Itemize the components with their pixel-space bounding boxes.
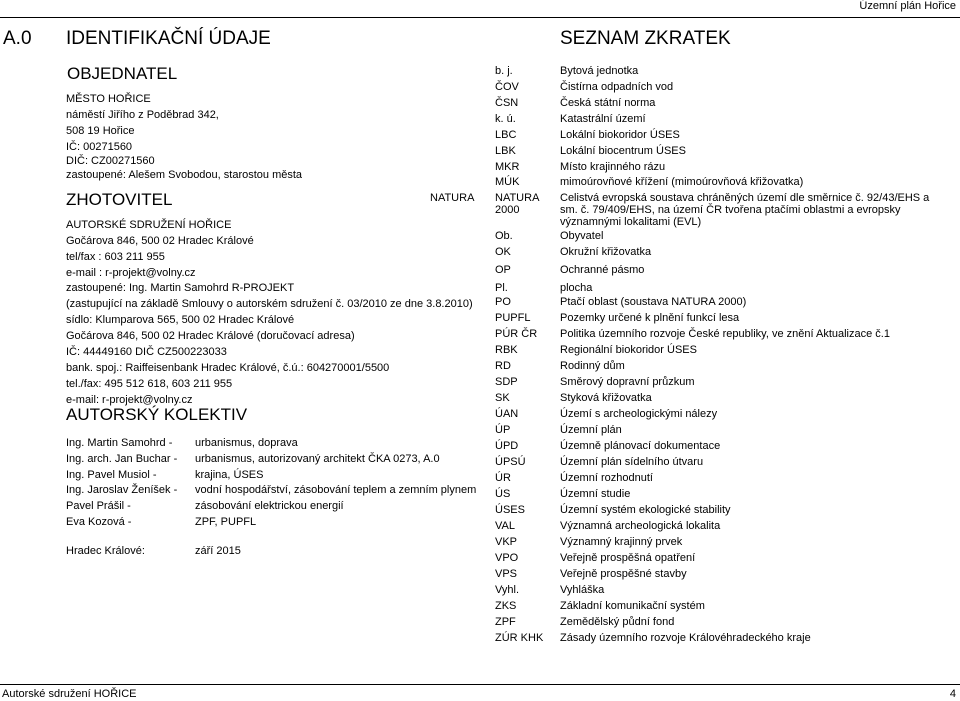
- contractor-line: sídlo: Klumparova 565, 500 02 Hradec Králové: [66, 314, 295, 326]
- abbreviation-code: VAL: [495, 520, 515, 532]
- abbreviation-description: plocha: [560, 282, 593, 294]
- abbreviation-code: Pl.: [495, 282, 508, 294]
- abbreviation-description: Ptačí oblast (soustava NATURA 2000): [560, 296, 747, 308]
- contractor-heading: ZHOTOVITEL: [66, 190, 173, 209]
- abbreviation-description: Směrový dopravní průzkum: [560, 376, 695, 388]
- abbreviation-code: PUPFL: [495, 312, 531, 324]
- abbreviation-code: VPS: [495, 568, 518, 580]
- abbreviation-code: ZPF: [495, 616, 516, 628]
- section-title: IDENTIFIKAČNÍ ÚDAJE: [66, 28, 271, 49]
- abbreviation-description: mimoúrovňové křížení (mimoúrovňová křižovatka): [560, 176, 804, 188]
- abbreviation-code: Ob.: [495, 230, 513, 242]
- abbreviation-description: Místo krajinného rázu: [560, 161, 666, 173]
- abbreviations-title: SEZNAM ZKRATEK: [560, 28, 731, 49]
- client-line: IČ: 00271560: [66, 141, 133, 153]
- client-line: MĚSTO HOŘICE: [66, 93, 151, 105]
- abbreviation-code: Vyhl.: [495, 584, 520, 596]
- abbreviation-code: PO: [495, 296, 511, 308]
- abbreviation-code: SK: [495, 392, 510, 404]
- team-member-name: Ing. arch. Jan Buchar -: [66, 453, 178, 465]
- abbreviation-description: Regionální biokoridor ÚSES: [560, 344, 697, 356]
- abbreviation-description: Okružní křižovatka: [560, 246, 652, 258]
- abbreviation-code: RBK: [495, 344, 518, 356]
- document-title: Územní plán Hořice: [859, 0, 956, 12]
- abbreviation-description: Zásady územního rozvoje Královéhradeckého kraje: [560, 632, 811, 644]
- abbreviation-description: Lokální biocentrum ÚSES: [560, 145, 686, 157]
- abbreviation-code: SDP: [495, 376, 518, 388]
- contractor-line: tel./fax: 495 512 618, 603 211 955: [66, 378, 233, 390]
- abbreviation-description: Územní studie: [560, 488, 631, 500]
- client-line: 508 19 Hořice: [66, 125, 135, 137]
- contractor-line: Gočárova 846, 500 02 Hradec Králové: [66, 235, 254, 247]
- abbreviation-description: Obyvatel: [560, 230, 604, 242]
- contractor-line: zastoupené: Ing. Martin Samohrd R-PROJEKT: [66, 282, 295, 294]
- contractor-line: e-mail: r-projekt@volny.cz: [66, 394, 193, 406]
- team-member-role: urbanismus, doprava: [195, 437, 298, 449]
- abbreviation-description: Katastrální území: [560, 113, 646, 125]
- header-divider: [0, 17, 960, 18]
- abbreviation-description: Zemědělský půdní fond: [560, 616, 675, 628]
- abbreviation-description: Ochranné pásmo: [560, 264, 645, 276]
- team-member-role: urbanismus, autorizovaný architekt ČKA 0273, A.0: [195, 453, 440, 465]
- abbreviation-description: Významná archeologická lokalita: [560, 520, 721, 532]
- abbreviation-description: Územní systém ekologické stability: [560, 504, 731, 516]
- abbreviation-description: Celistvá evropská soustava chráněných území dle směrnice č. 92/43/EHS a sm. č. 79/409/EHS, na území ČR tvořena ptačími oblastmi a evropsky významnými lokalitami (EVL): [560, 192, 930, 228]
- abbreviation-code: ČSN: [495, 97, 519, 109]
- abbreviation-code: LBC: [495, 129, 517, 141]
- abbreviation-description: Územní rozhodnutí: [560, 472, 653, 484]
- abbreviation-code: NATURA 2000: [495, 192, 539, 216]
- abbreviation-code: ÚAN: [495, 408, 519, 420]
- abbreviation-code: ÚPSÚ: [495, 456, 526, 468]
- team-member-name: Eva Kozová -: [66, 516, 132, 528]
- page-number: 4: [949, 688, 956, 700]
- contractor-line: AUTORSKÉ SDRUŽENÍ HOŘICE: [66, 219, 232, 231]
- section-number: A.0: [3, 28, 32, 49]
- abbreviation-description: Bytová jednotka: [560, 65, 639, 77]
- abbreviation-code: ÚR: [495, 472, 511, 484]
- abbreviation-description: Územní plán: [560, 424, 622, 436]
- team-member-role: ZPF, PUPFL: [195, 516, 257, 528]
- team-member-role: krajina, ÚSES: [195, 469, 264, 481]
- abbreviation-code: RD: [495, 360, 511, 372]
- signature-date: září 2015: [195, 545, 241, 557]
- abbreviation-description: Území s archeologickými nálezy: [560, 408, 718, 420]
- abbreviation-description: Vyhláška: [560, 584, 605, 596]
- abbreviation-code: PÚR ČR: [495, 328, 538, 340]
- abbreviation-code: ZKS: [495, 600, 517, 612]
- abbreviation-description: Rodinný dům: [560, 360, 625, 372]
- client-line: náměstí Jiřího z Poděbrad 342,: [66, 109, 219, 121]
- team-member-name: Ing. Martin Samohrd -: [66, 437, 173, 449]
- abbreviation-code: b. j.: [495, 65, 513, 77]
- abbreviation-code: ÚP: [495, 424, 511, 436]
- stray-natura-label: NATURA: [430, 192, 475, 204]
- contractor-line: Gočárova 846, 500 02 Hradec Králové (doručovací adresa): [66, 330, 355, 342]
- contractor-line: bank. spoj.: Raiffeisenbank Hradec Králové, č.ú.: 604270001/5500: [66, 362, 390, 374]
- abbreviation-code: k. ú.: [495, 113, 516, 125]
- abbreviation-code: OK: [495, 246, 511, 258]
- footer-author: Autorské sdružení HOŘICE: [2, 688, 137, 700]
- signature-place: Hradec Králové:: [66, 545, 145, 557]
- contractor-line: IČ: 44449160 DIČ CZ500223033: [66, 346, 227, 358]
- team-member-role: vodní hospodářství, zásobování teplem a zemním plynem: [195, 484, 477, 496]
- client-line: zastoupené: Alešem Svobodou, starostou města: [66, 169, 303, 181]
- abbreviation-code: ÚSES: [495, 504, 525, 516]
- team-member-role: zásobování elektrickou energií: [195, 500, 344, 512]
- abbreviation-code: LBK: [495, 145, 516, 157]
- abbreviation-description: Politika územního rozvoje České republiky, ve znění Aktualizace č.1: [560, 328, 890, 340]
- client-line: DIČ: CZ00271560: [66, 155, 155, 167]
- abbreviation-description: Pozemky určené k plnění funkcí lesa: [560, 312, 740, 324]
- abbreviation-description: Územní plán sídelního útvaru: [560, 456, 704, 468]
- abbreviation-description: Lokální biokoridor ÚSES: [560, 129, 680, 141]
- abbreviation-code: ČOV: [495, 81, 519, 93]
- abbreviation-code: OP: [495, 264, 511, 276]
- abbreviation-code: ÚS: [495, 488, 511, 500]
- abbreviation-code: MKR: [495, 161, 520, 173]
- abbreviation-description: Čistírna odpadních vod: [560, 81, 674, 93]
- abbreviation-description: Územně plánovací dokumentace: [560, 440, 721, 452]
- abbreviation-description: Základní komunikační systém: [560, 600, 705, 612]
- abbreviation-description: Česká státní norma: [560, 97, 656, 109]
- contractor-line: e-mail : r-projekt@volny.cz: [66, 267, 196, 279]
- team-member-name: Pavel Prášil -: [66, 500, 131, 512]
- contractor-line: tel/fax : 603 211 955: [66, 251, 165, 263]
- abbreviation-code: VPO: [495, 552, 519, 564]
- abbreviation-description: Významný krajinný prvek: [560, 536, 683, 548]
- team-heading: AUTORSKÝ KOLEKTIV: [66, 405, 248, 424]
- contractor-line: (zastupující na základě Smlouvy o autorském sdružení č. 03/2010 ze dne 3.8.2010): [66, 298, 473, 310]
- abbreviation-code: MÚK: [495, 176, 520, 188]
- abbreviation-description: Styková křižovatka: [560, 392, 652, 404]
- team-member-name: Ing. Jaroslav Ženíšek -: [66, 484, 178, 496]
- client-heading: OBJEDNATEL: [67, 64, 178, 83]
- abbreviation-code: ZÚR KHK: [495, 632, 544, 644]
- team-member-name: Ing. Pavel Musiol -: [66, 469, 157, 481]
- abbreviation-code: ÚPD: [495, 440, 519, 452]
- footer-divider: [0, 684, 960, 685]
- abbreviation-description: Veřejně prospěšné stavby: [560, 568, 687, 580]
- abbreviation-description: Veřejně prospěšná opatření: [560, 552, 696, 564]
- abbreviation-code: VKP: [495, 536, 518, 548]
